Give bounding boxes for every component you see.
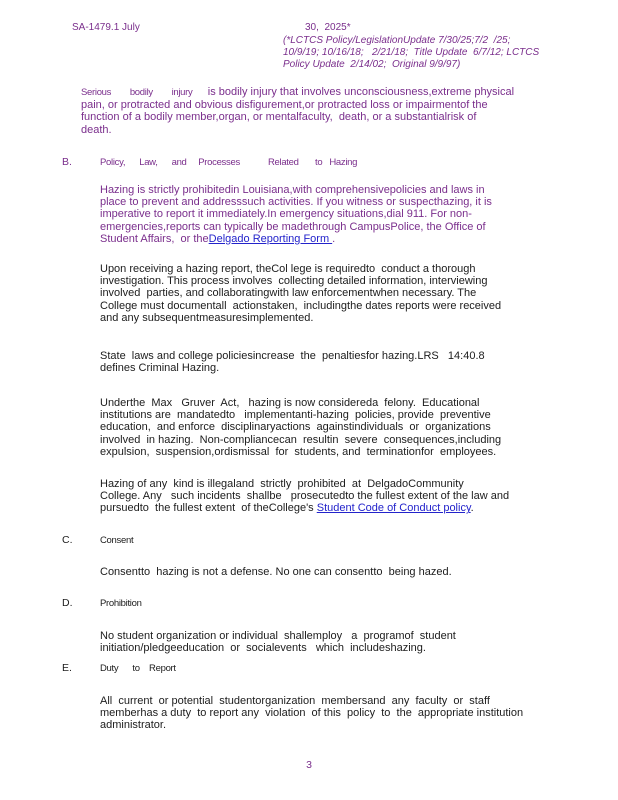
definition-rest: is bodily injury that involves unconsciousness,extreme physical bbox=[192, 86, 515, 98]
paragraph-state-laws bbox=[100, 350, 580, 374]
doc-number: SA-1479.1 July bbox=[72, 22, 140, 33]
text-line bbox=[81, 86, 571, 99]
link-line-before: Student Affairs, or the bbox=[100, 232, 209, 245]
section-b-title: Policy, Law, and Processes Related to Hazing bbox=[100, 157, 358, 168]
link-line-after: . bbox=[470, 502, 474, 515]
text-line: Hazing is strictly prohibitedin Louisiana,with comprehensivepolicies and laws in bbox=[100, 184, 485, 196]
definition-paragraph bbox=[81, 86, 571, 136]
text-line: College must documentall actionstaken, includingthe dates reports were received bbox=[100, 299, 502, 312]
text-line: expulsion, suspension,ordismissal for students, and terminationfor employees. bbox=[100, 445, 497, 458]
text-line: death. bbox=[81, 123, 112, 136]
text-line: initiation/pledgeeducation or socialevents which includeshazing. bbox=[100, 642, 426, 655]
text-line: and any subsequentmeasuresimplemented. bbox=[100, 311, 314, 324]
paragraph-prohibition bbox=[100, 630, 580, 654]
link-line-after: . bbox=[332, 232, 336, 245]
text-line bbox=[100, 502, 590, 514]
section-c-letter: C. bbox=[62, 534, 73, 546]
section-b-letter: B. bbox=[62, 156, 72, 168]
page-number: 3 bbox=[306, 759, 312, 771]
paragraph-lines bbox=[100, 184, 580, 233]
paragraph-investigation bbox=[100, 263, 580, 324]
text-line: College. Any such incidents shallbe prosecutedto the fullest extent of the law and bbox=[100, 490, 510, 503]
text-line: involved in hazing. Non-compliancecan resultin severe consequences,including bbox=[100, 433, 502, 446]
text-line: Upon receiving a hazing report, theCol lege is requiredto conduct a thorough bbox=[100, 263, 476, 275]
text-line: 10/9/19; 10/16/18; 2/21/18; Title Update 6/7/12; LCTCS bbox=[283, 47, 540, 59]
text-line bbox=[100, 233, 580, 245]
delgado-reporting-form-link[interactable]: Delgado Reporting Form bbox=[208, 232, 333, 245]
section-d-letter: D. bbox=[62, 597, 73, 609]
revision-history bbox=[283, 35, 539, 72]
text-line: Hazing of any kind is illegaland strictly prohibited at DelgadoCommunity bbox=[100, 478, 464, 490]
definition-term: Serious bodily injury bbox=[81, 87, 193, 98]
paragraph-hazing-prohibited bbox=[100, 184, 580, 245]
definition-lines bbox=[81, 99, 571, 136]
text-line: (*LCTCS Policy/LegislationUpdate 7/30/25;7/2 /25; bbox=[283, 35, 511, 46]
section-e-title: Duty to Report bbox=[100, 663, 176, 674]
paragraph-duty-to-report bbox=[100, 695, 590, 732]
text-line: All current or potential studentorganization membersand any faculty or staff bbox=[100, 695, 490, 707]
text-line: administrator. bbox=[100, 719, 167, 732]
text-line: emergencies,reports can typically be madethrough CampusPolice, the Office of bbox=[100, 220, 486, 233]
text-line: imperative to report it immediately.In emergency situations,dial 911. For non- bbox=[100, 208, 472, 221]
section-e-letter: E. bbox=[62, 662, 72, 674]
text-line: Consentto hazing is not a defense. No one can consentto being hazed. bbox=[100, 566, 452, 578]
section-d-title: Prohibition bbox=[100, 598, 142, 609]
text-line: education, and enforce disciplinaryactions againstindividuals or organizations bbox=[100, 421, 491, 434]
paragraph-illegal-prohibited bbox=[100, 478, 590, 515]
section-c-title: Consent bbox=[100, 535, 134, 546]
text-line: Underthe Max Gruver Act, hazing is now considereda felony. Educational bbox=[100, 397, 480, 409]
link-line-before: pursuedto the fullest extent of theCollege's bbox=[100, 502, 317, 515]
paragraph-lines bbox=[100, 478, 590, 502]
text-line: investigation. This process involves collecting detailed information, interviewing bbox=[100, 275, 488, 288]
text-line: place to prevent and addresssuch activities. If you witness or suspecthazing, it is bbox=[100, 196, 492, 209]
student-code-of-conduct-link[interactable]: Student Code of Conduct policy bbox=[316, 502, 471, 515]
text-line: involved parties, and collaboratingwith law enforcementwhen necessary. The bbox=[100, 287, 477, 300]
text-line: No student organization or individual shallemploy a programof student bbox=[100, 630, 456, 642]
paragraph-max-gruver-act bbox=[100, 397, 580, 458]
text-line: function of a bodily member,organ, or mentalfaculty, death, or a substantialrisk of bbox=[81, 111, 477, 124]
text-line: defines Criminal Hazing. bbox=[100, 362, 220, 375]
text-line: pain, or protracted and obvious disfigurement,or protracted loss or impairmentof the bbox=[81, 99, 488, 112]
text-line: State laws and college policiesincrease the penaltiesfor hazing.LRS 14:40.8 bbox=[100, 350, 485, 362]
paragraph-consent bbox=[100, 566, 580, 578]
doc-date: 30, 2025* bbox=[305, 22, 351, 33]
text-line: memberhas a duty to report any violation of this policy to the appropriate institution bbox=[100, 707, 524, 720]
text-line: Policy Update 2/14/02; Original 9/9/97) bbox=[283, 59, 461, 71]
text-line: institutions are mandatedto implementanti-hazing policies, provide preventive bbox=[100, 409, 491, 422]
